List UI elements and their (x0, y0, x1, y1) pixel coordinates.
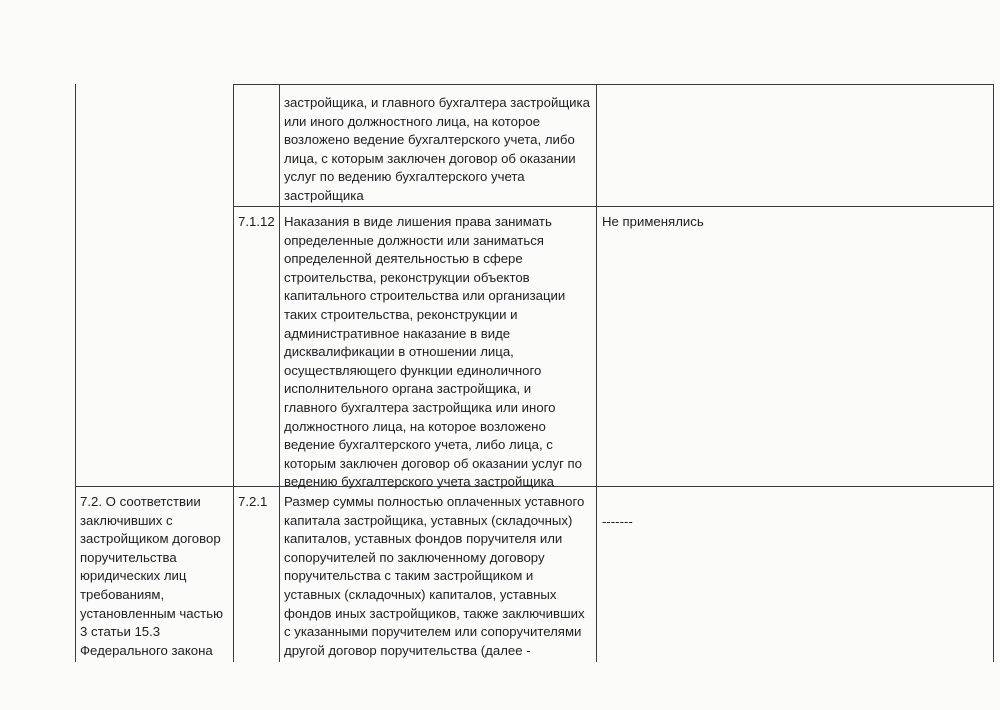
table-row-3-number: 7.2.1 (238, 494, 268, 509)
table-row-3-value: ------- (602, 514, 633, 529)
table-row-2-number: 7.1.12 (238, 214, 275, 229)
table-column-divider-3 (596, 84, 597, 662)
table-row-2-value: Не применялись (602, 214, 704, 229)
table-border-left (75, 84, 76, 662)
table-column-divider-2 (279, 84, 280, 662)
table-row-1-description: застройщика, и главного бухгалтера застройщика или иного должностного лица, на которое возложено ведение бухгалтерского учета, либо лица, с которым заключен договор об оказании услуг по ведению бухгалтерского учета застройщика (284, 95, 590, 203)
table-border-right (993, 84, 994, 662)
table-row-divider-1 (233, 206, 993, 207)
table-border-top (233, 84, 993, 85)
table-row-2-description: Наказания в виде лишения права занимать определенные должности или заниматься определенной деятельностью в сфере строительства, реконструкции объектов капитального строительства или организации таких строительства, реконструкции и административное наказание в виде дисквалификации в отношении лица, осуществляющего функции единоличного исполнительного органа застройщика, и главного бухгалтера застройщика или иного должностного лица, на которое возложено ведение бухгалтерского учета, либо лица, с которым заключен договор об оказании услуг по ведению бухгалтерского учета застройщика (284, 214, 583, 490)
table-column-divider-1 (233, 84, 234, 662)
table-row-3-description: Размер суммы полностью оплаченных уставного капитала застройщика, уставных (складочных) капиталов, уставных фондов поручителя или сопоручителей по заключенному договору поручительства с таким застройщиком и уставных (складочных) капиталов, уставных фондов иных застройщиков, также заключивших с указанными поручителем или сопоручителями другой договор поручительства (далее - (284, 494, 585, 658)
table-row-3-section: 7.2. О соответствии заключивших с застройщиком договор поручительства юридических лиц требованиям, установленным частью 3 статьи 15.3 Федерального закона (80, 494, 223, 658)
